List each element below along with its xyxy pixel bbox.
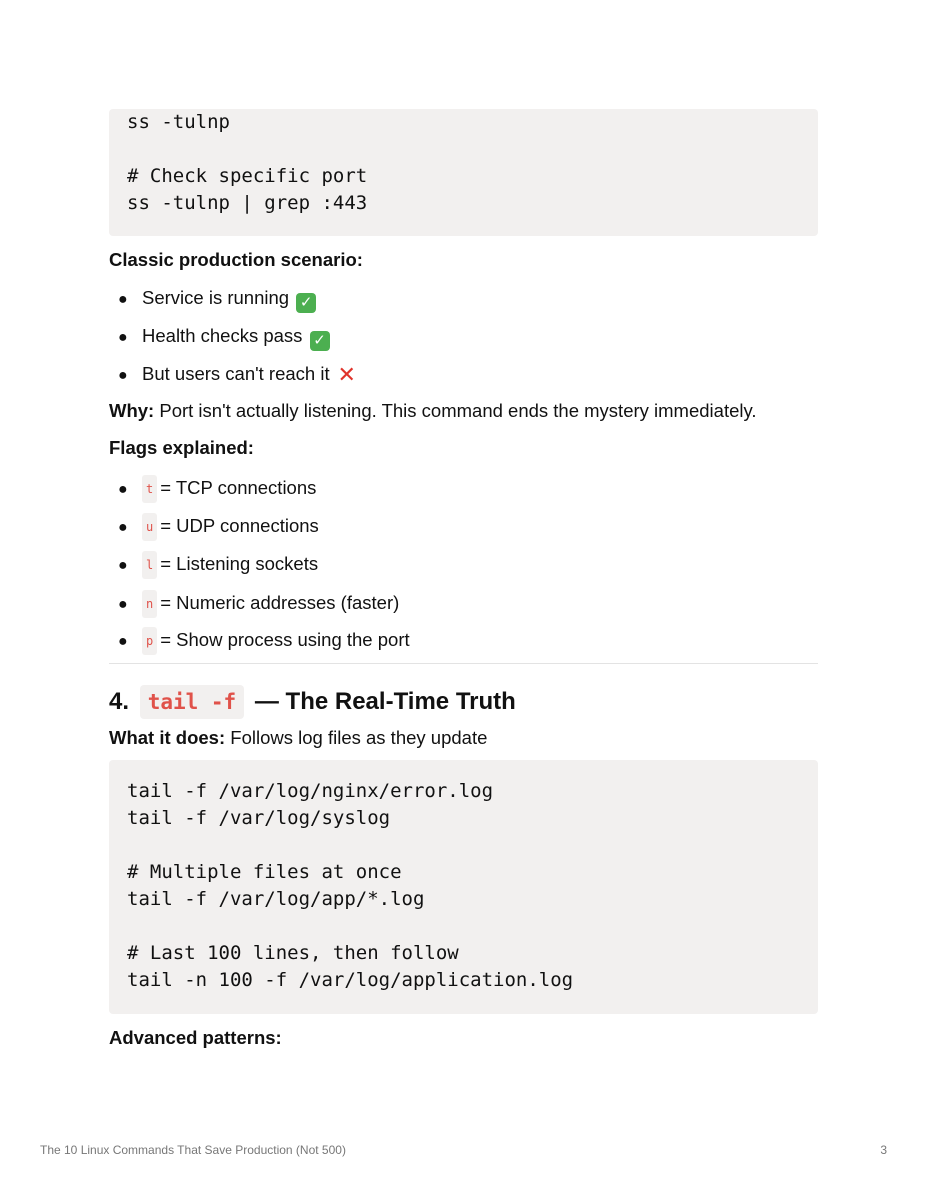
list-item-text: Health checks pass (142, 325, 303, 346)
flag-description: = Listening sockets (160, 553, 319, 574)
check-mark-icon: ✓ (296, 293, 316, 313)
code-block-tail (109, 760, 818, 1014)
list-item (118, 551, 318, 579)
flag-code: n (142, 590, 157, 618)
flags-heading: Flags explained: (109, 437, 254, 458)
why-paragraph (109, 399, 757, 423)
list-item-text: But users can't reach it (142, 363, 330, 384)
code-line: ss -tulnp | grep :443 (127, 192, 368, 214)
bullet-icon: ● (118, 596, 128, 613)
what-label: What it does: (109, 727, 226, 748)
flag-description: = UDP connections (160, 515, 319, 536)
flag-code: l (142, 551, 157, 579)
why-text: Port isn't actually listening. This command ends the mystery immediately. (159, 400, 757, 421)
code-line (127, 832, 818, 859)
flag-description: = Numeric addresses (faster) (160, 592, 400, 613)
scenario-heading: Classic production scenario: (109, 249, 363, 270)
list-item (118, 475, 316, 503)
bullet-icon: ● (118, 367, 128, 384)
list-item (118, 627, 410, 655)
code-line: tail -f /var/log/app/*.log (127, 888, 425, 910)
cross-mark-icon: ✕ (337, 362, 356, 387)
bullet-icon: ● (118, 557, 128, 574)
section-heading (109, 685, 516, 719)
bullet-icon: ● (118, 633, 128, 650)
bullet-icon: ● (118, 481, 128, 498)
section-title: — The Real-Time Truth (254, 688, 516, 715)
check-mark-icon: ✓ (310, 331, 330, 351)
flag-code: p (142, 627, 157, 655)
list-item-text: Service is running (142, 287, 290, 308)
bullet-icon: ● (118, 329, 128, 346)
command-code: tail -f (140, 685, 245, 719)
code-line: tail -n 100 -f /var/log/application.log (127, 969, 574, 991)
section-divider (109, 663, 818, 664)
what-text: Follows log files as they update (230, 727, 488, 748)
footer-title: The 10 Linux Commands That Save Production (Not 500) (40, 1143, 346, 1157)
what-it-does (109, 726, 487, 750)
code-line: ss -tulnp (127, 111, 230, 133)
why-label: Why: (109, 400, 155, 421)
code-line (127, 136, 818, 163)
code-line: tail -f /var/log/nginx/error.log (127, 780, 494, 802)
list-item (118, 513, 319, 541)
code-line: # Multiple files at once (127, 861, 402, 883)
list-item (118, 324, 330, 351)
list-item (118, 362, 357, 388)
advanced-heading: Advanced patterns: (109, 1027, 282, 1048)
list-item (118, 590, 399, 618)
page-number: 3 (880, 1143, 887, 1157)
flag-code: u (142, 513, 157, 541)
code-line: # Check specific port (127, 165, 368, 187)
flag-description: = Show process using the port (160, 629, 410, 650)
list-item (118, 286, 316, 313)
flag-description: = TCP connections (160, 477, 317, 498)
bullet-icon: ● (118, 519, 128, 536)
code-line: # Last 100 lines, then follow (127, 942, 459, 964)
code-line: tail -f /var/log/syslog (127, 807, 391, 829)
code-block-ss (109, 109, 818, 236)
flag-code: t (142, 475, 157, 503)
code-line (127, 913, 818, 940)
bullet-icon: ● (118, 291, 128, 308)
section-number: 4. (109, 688, 130, 715)
